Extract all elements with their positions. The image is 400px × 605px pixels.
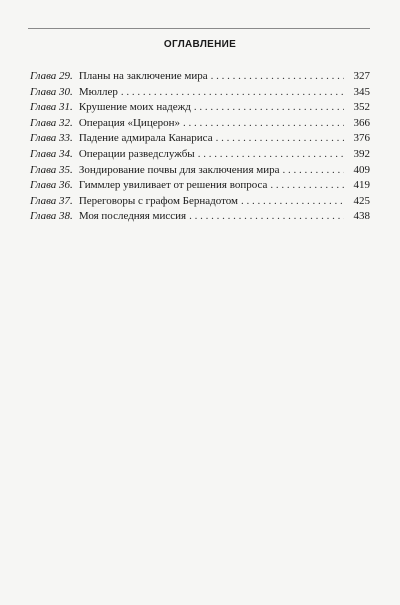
page-number: 438 (353, 210, 370, 223)
page-number: 345 (353, 85, 370, 98)
chapter-label: Глава 31. (30, 101, 73, 114)
dot-leader (183, 116, 344, 132)
dot-leader (282, 163, 344, 179)
chapter-label: Глава 33. (30, 132, 73, 145)
toc-entry (30, 194, 370, 210)
page-number: 366 (353, 116, 370, 129)
toc-entry (30, 209, 370, 225)
chapter-title: Зондирование почвы для заключения мира (78, 163, 280, 176)
page-number: 376 (353, 132, 370, 145)
chapter-title: Переговоры с графом Бернадотом (78, 194, 239, 207)
top-rule (28, 28, 370, 29)
chapter-label: Глава 36. (30, 179, 73, 192)
page-number: 327 (353, 70, 370, 82)
page-number: 419 (353, 179, 370, 192)
chapter-label: Глава 38. (30, 210, 73, 223)
dot-leader (189, 209, 344, 225)
toc-entry (30, 116, 370, 132)
chapter-title: Планы на заключение мира (78, 70, 208, 82)
chapter-title: Крушение моих надежд (78, 101, 191, 114)
page-number: 392 (353, 147, 370, 160)
chapter-label: Глава 32. (30, 116, 73, 129)
toc-entry (30, 100, 370, 116)
toc-entry (30, 85, 370, 101)
chapter-label: Глава 35. (30, 163, 73, 176)
toc-entry (30, 69, 370, 85)
page-number: 352 (353, 101, 370, 114)
page-number: 409 (353, 163, 370, 176)
chapter-title: Падение адмирала Канариса (78, 132, 213, 145)
toc-entry (30, 131, 370, 147)
table-of-contents (30, 69, 370, 225)
page-number: 425 (353, 194, 370, 207)
toc-entry (30, 163, 370, 179)
dot-leader (121, 85, 344, 101)
page-title: ОГЛАВЛЕНИЕ (163, 39, 237, 50)
dot-leader (211, 69, 344, 85)
chapter-title: Мюллер (78, 85, 118, 98)
dot-leader (216, 131, 344, 147)
chapter-label: Глава 37. (30, 194, 73, 207)
chapter-label: Глава 30. (30, 85, 73, 98)
chapter-title: Гиммлер увиливает от решения вопроса (78, 179, 268, 192)
dot-leader (194, 100, 344, 116)
chapter-label: Глава 29. (30, 70, 73, 82)
chapter-title: Моя последняя миссия (78, 210, 187, 223)
chapter-title: Операции разведслужбы (78, 147, 195, 160)
toc-entry (30, 178, 370, 194)
chapter-label: Глава 34. (30, 147, 73, 160)
dot-leader (270, 178, 344, 194)
dot-leader (241, 194, 344, 210)
dot-leader (198, 147, 344, 163)
chapter-title: Операция «Цицерон» (78, 116, 180, 129)
toc-entry (30, 147, 370, 163)
